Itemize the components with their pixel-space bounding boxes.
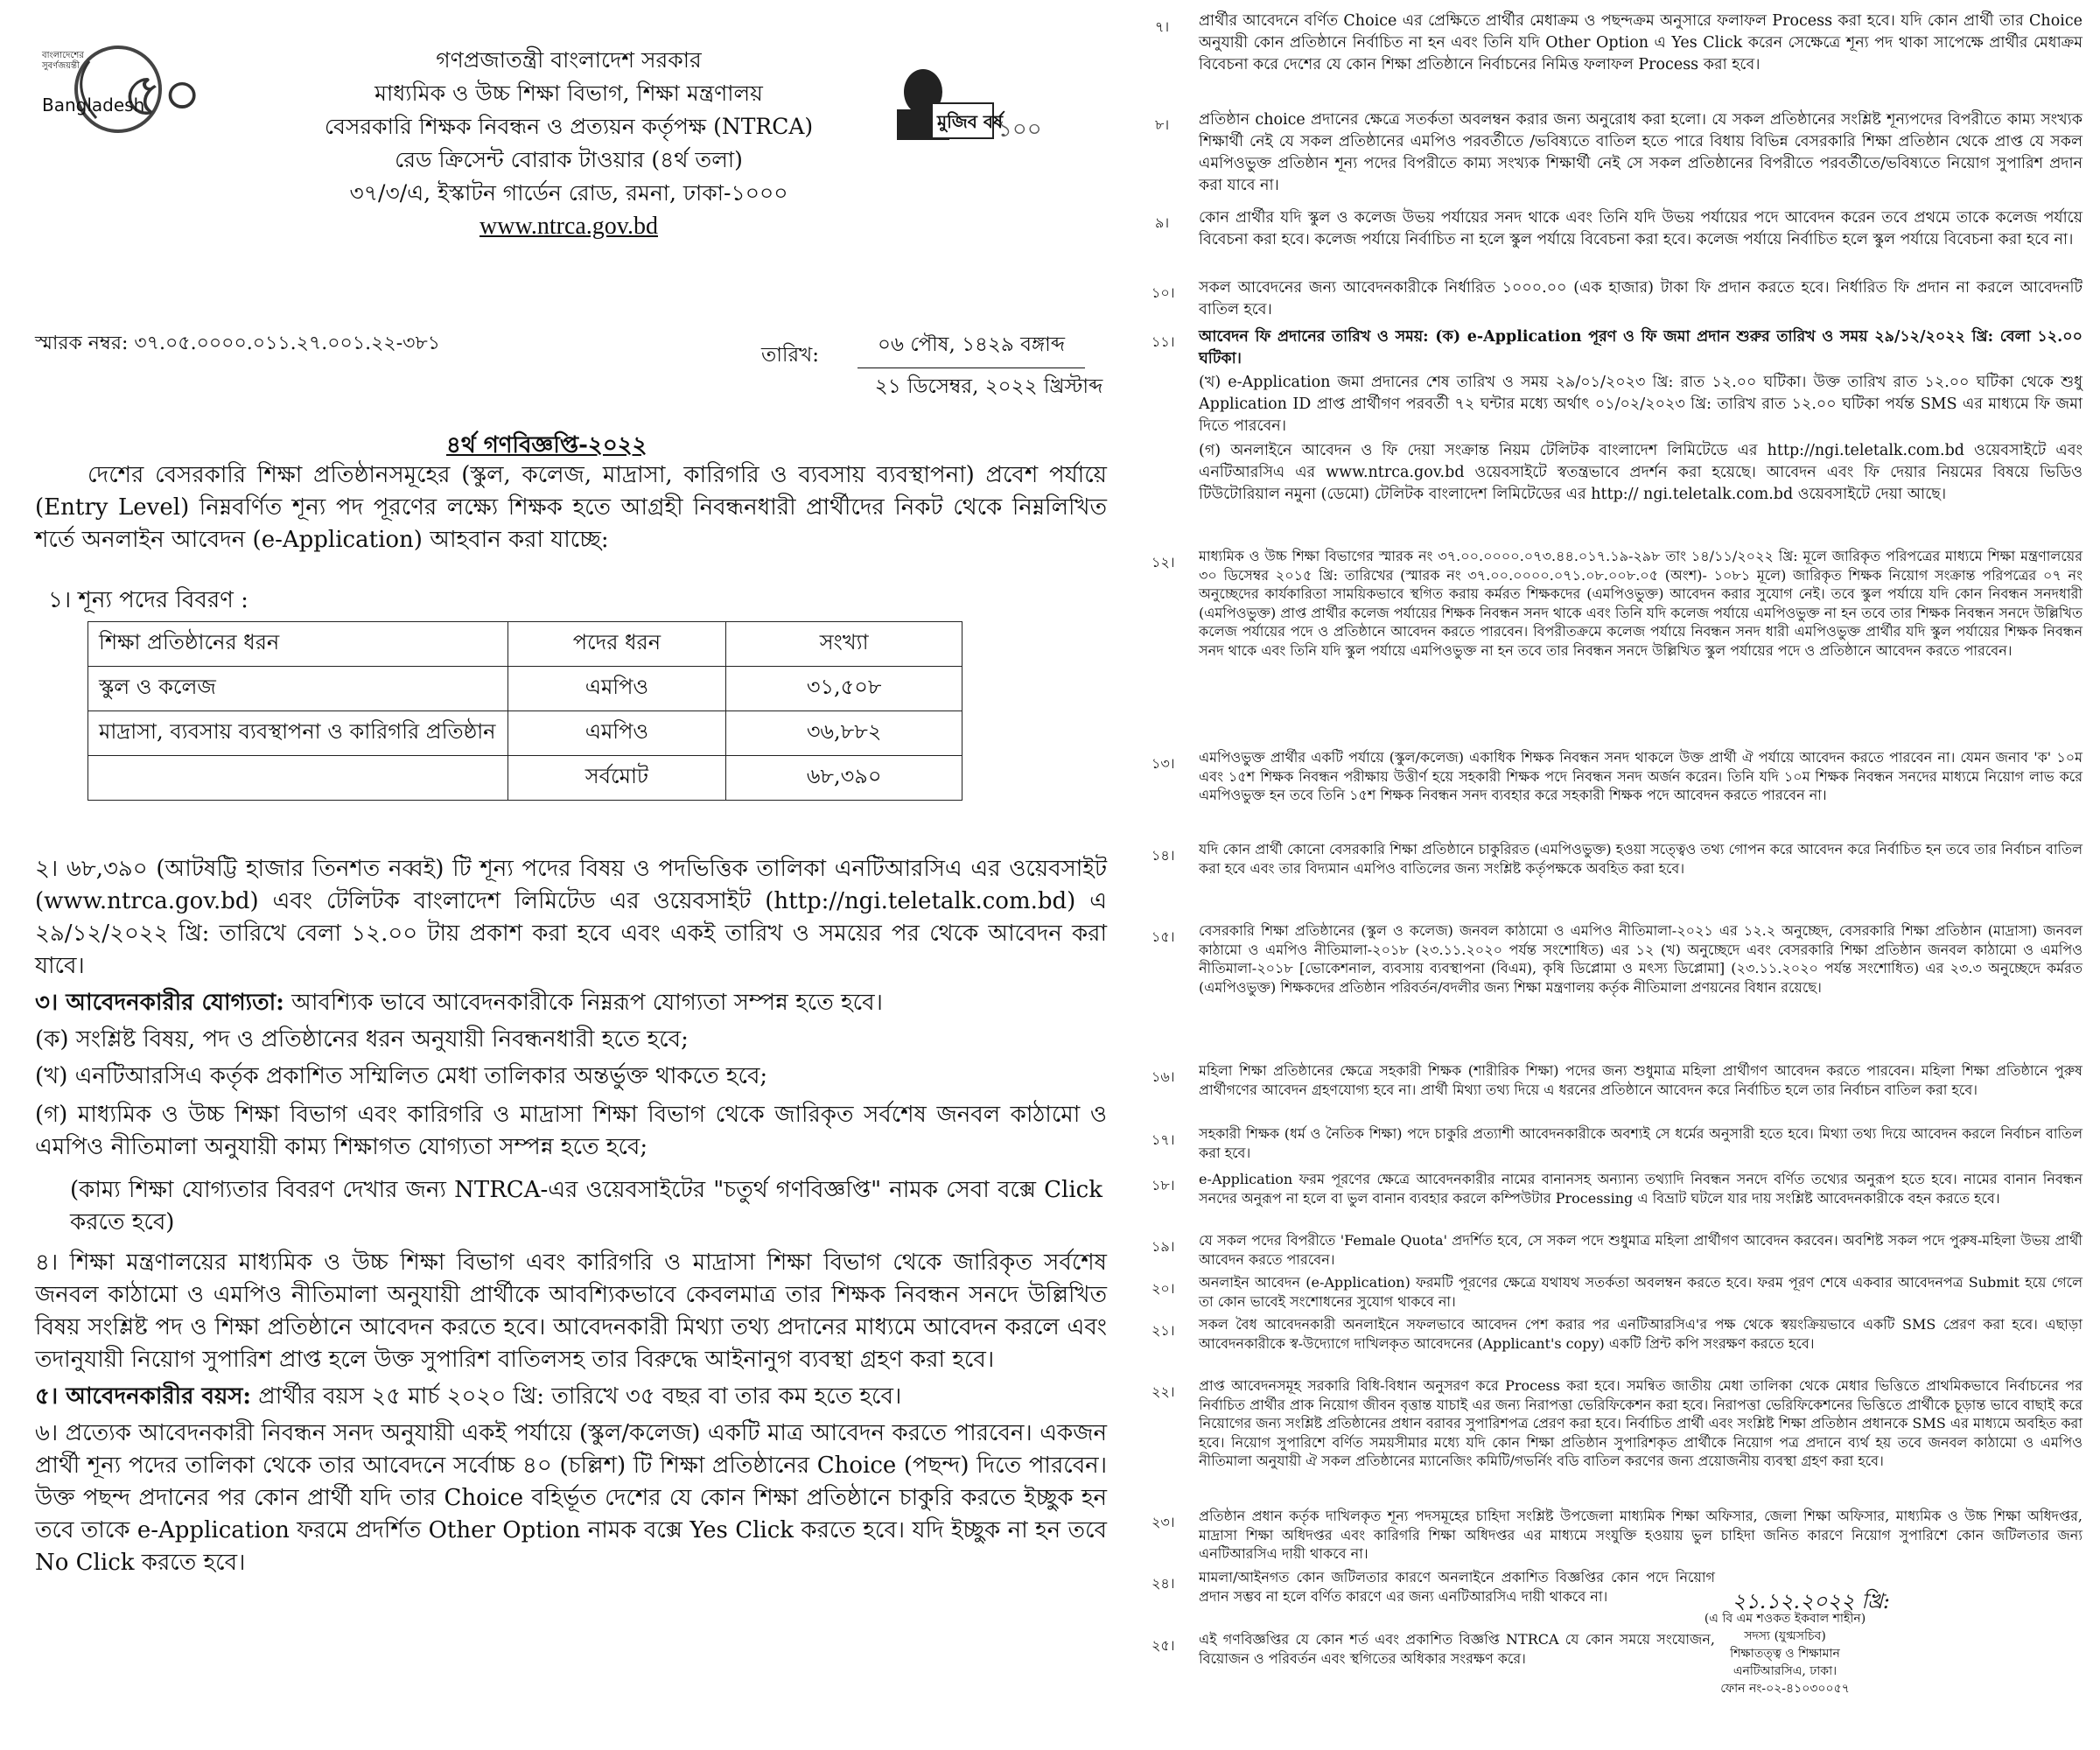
paragraph-3-heading: ৩। আবেদনকারীর যোগ্যতা: [35, 990, 284, 1016]
item-number: ১৫। [1152, 928, 1175, 945]
svg-text:১০০: ১০০ [998, 116, 1042, 143]
paragraph-3-text: আবশ্যিক ভাবে আবেদনকারীকে নিম্নরূপ যোগ্যতা সম্পন্ন হতে হবে। [291, 990, 883, 1016]
section-1-heading: ১। শূন্য পদের বিবরণ : [48, 587, 248, 613]
paragraph-3c: (গ) মাধ্যমিক ও উচ্চ শিক্ষা বিভাগ এবং কারিগরি ও মাদ্রাসা শিক্ষা বিভাগ থেকে জারিকৃত সর্বশেষ জনবল কাঠামো ও এমপিও নীতিমালা অনুযায়ী কাম্য শিক্ষাগত যোগ্যতা সম্পন্ন হতে হবে; [35, 1102, 1107, 1160]
table-cell: ৩৬,৮৮২ [726, 711, 962, 756]
item-number: ২১। [1152, 1322, 1175, 1339]
table-cell: মাদ্রাসা, ব্যবসায় ব্যবস্থাপনা ও কারিগরি প্রতিষ্ঠান [88, 711, 508, 756]
item-number: ১০। [1152, 284, 1175, 301]
table-header: শিক্ষা প্রতিষ্ঠানের ধরন [88, 622, 508, 667]
signatory-name: (এ বি এম শওকত ইকবাল শাহীন) [1704, 1612, 1866, 1626]
item-number: ১১। [1152, 333, 1175, 350]
item-number: ৮। [1155, 116, 1170, 133]
mujib-logo-text: মুজিব বর্ষ [937, 111, 1003, 132]
header-url[interactable]: www.ntrca.gov.bd [480, 213, 658, 240]
item-number: ২২। [1152, 1383, 1175, 1400]
intro-paragraph: দেশের বেসরকারি শিক্ষা প্রতিষ্ঠানসমূহের (স্কুল, কলেজ, মাদ্রাসা, কারিগরি ও ব্যবসায় ব্যবস্থাপনা) প্রবেশ পর্যায়ে (Entry Level) নিম্নবর্ণিত শূন্য পদ পূরণের লক্ষ্যে শিক্ষক হতে আগ্রহী নিবন্ধনধারী প্রার্থীদের নিকট থেকে নিম্নলিখিত শর্তে অনলাইন আবেদন (e-Application) আহবান করা যাচ্ছে: [35, 462, 1107, 553]
paragraph-2: ২। ৬৮,৩৯০ (আটষট্টি হাজার তিনশত নব্বই) টি শূন্য পদের বিষয় ও পদভিত্তিক তালিকা এনটিআরসিএ এর ওয়েবসাইট (www.ntrca.gov.bd) এবং টেলিটক বাংলাদেশ লিমিটেড এর ওয়েবসাইট (http://ngi.teletalk.com.bd) এ ২৯/১২/২০২২ খ্রি: তারিখে বেলা ১২.০০ টায় প্রকাশ করা হবে এবং একই তারিখ ও সময়ের পর থেকে আবেদন করা যাবে। [35, 856, 1107, 979]
right-page [1138, 0, 2100, 1750]
header-line-3: বেসরকারি শিক্ষক নিবন্ধন ও প্রত্যয়ন কর্তৃপক্ষ (NTRCA) [324, 114, 814, 139]
paragraph-16: মহিলা শিক্ষা প্রতিষ্ঠানের ক্ষেত্রে সহকারী শিক্ষক (শারীরিক শিক্ষা) পদের জন্য শুধুমাত্র মহিলা প্রার্থীগণ আবেদন করতে পারবেন। মহিলা শিক্ষা প্রতিষ্ঠানে পুরুষ প্রার্থীগণের আবেদন গ্রহণযোগ্য হবে না। প্রার্থী মিথ্যা তথ্য দিয়ে এ ধরনের প্রতিষ্ঠানে আবেদন করে নির্বাচিত হলে তার নির্বাচন বাতিল করা হবে। [1199, 1062, 2082, 1098]
item-number: ৯। [1155, 214, 1170, 231]
table-cell: স্কুল ও কলেজ [88, 667, 508, 711]
item-number: ১৮। [1152, 1177, 1175, 1194]
signatory-dept: শিক্ষাতত্ত্ব ও শিক্ষামান [1730, 1647, 1840, 1661]
date-label: তারিখ: [761, 344, 820, 367]
item-number: ১২। [1152, 554, 1175, 570]
item-number: ২০। [1152, 1280, 1175, 1297]
paragraph-10: সকল আবেদনের জন্য আবেদনকারীকে নির্ধারিত ১০০০.০০ (এক হাজার) টাকা ফি প্রদান করতে হবে। নির্ধারিত ফি প্রদান না করলে আবেদনটি বাতিল হবে। [1199, 279, 2082, 318]
paragraph-15: বেসরকারি শিক্ষা প্রতিষ্ঠানের (স্কুল ও কলেজ) জনবল কাঠামো ও এমপিও নীতিমালা-২০২১ এর ১২.২ অনুচ্ছেদ, বেসরকারি শিক্ষা প্রতিষ্ঠান (মাদ্রাসা) জনবল কাঠামো ও এমপিও নীতিমালা-২০১৮ (২৩.১১.২০২০ পর্যন্ত সংশোধিত) এর ১২ (খ) অনুচ্ছেদে এবং বেসরকারি শিক্ষা প্রতিষ্ঠান জনবল কাঠামো ও এমপিও নীতিমালা-২০১৮ [ভোকেশনাল, ব্যবসায় ব্যবস্থাপনা (বিএম), কৃষি ডিপ্লোমা ও মৎস্য ডিপ্লোমা] (২৩.১১.২০২০ পর্যন্ত সংশোধিত) এর ২৩.৩ অনুচ্ছেদে কর্মরত (এমপিওভুক্ত) শিক্ষকদের প্রতিষ্ঠান পরিবর্তন/বদলীর জন্য শিক্ষা মন্ত্রণালয় কর্তৃক নীতিমালা প্রণয়নের বিধান রয়েছে। [1199, 922, 2082, 996]
paragraph-24: মামলা/আইনগত কোন জটিলতার কারণে অনলাইনে প্রকাশিত বিজ্ঞপ্তির কোন পদে নিয়োগ প্রদান সম্ভব না হলে বর্ণিত কারণে এর জন্য এনটিআরসিএ দায়ী থাকবে না। [1199, 1569, 1715, 1605]
table-cell: এমপিও [508, 711, 726, 756]
paragraph-11: আবেদন ফি প্রদানের তারিখ ও সময়: (ক) e-Application পূরণ ও ফি জমা প্রদান শুরুর তারিখ ও সময় ২৯/১২/২০২২ খ্রি: বেলা ১২.০০ ঘটিকা। [1199, 328, 2082, 368]
paragraph-4: ৪। শিক্ষা মন্ত্রণালয়ের মাধ্যমিক ও উচ্চ শিক্ষা বিভাগ এবং কারিগরি ও মাদ্রাসা শিক্ষা বিভাগ থেকে জারিকৃত সর্বশেষ জনবল কাঠামো ও এমপিও নীতিমালা অনুযায়ী প্রার্থীকে আবশ্যিকভাবে কেবলমাত্র তার শিক্ষক নিবন্ধন সনদে উল্লিখিত বিষয় সংশ্লিষ্ট পদ ও শিক্ষা প্রতিষ্ঠানে আবেদন করতে হবে। আবেদনকারী মিথ্যা তথ্য প্রদানের মাধ্যমে আবেদন করলে এবং তদানুযায়ী নিয়োগ সুপারিশ প্রাপ্ত হলে উক্ত সুপারিশ বাতিলসহ তার বিরুদ্ধে আইনানুগ ব্যবস্থা গ্রহণ করা হবে। [35, 1250, 1107, 1373]
item-number: ২৩। [1152, 1514, 1175, 1530]
paragraph-17: সহকারী শিক্ষক (ধর্ম ও নৈতিক শিক্ষা) পদে চাকুরি প্রত্যাশী আবেদনকারীকে অবশ্যই সে ধর্মের অনুসারী হতে হবে। মিথ্যা তথ্য দিয়ে আবেদন করলে নির্বাচন বাতিল করা হবে। [1199, 1125, 2082, 1161]
paragraph-3a: (ক) সংশ্লিষ্ট বিষয়, পদ ও প্রতিষ্ঠানের ধরন অনুযায়ী নিবন্ধনধারী হতে হবে; [35, 1026, 689, 1053]
header-line-5: ৩৭/৩/এ, ইস্কাটন গার্ডেন রোড, রমনা, ঢাকা-১০০০ [349, 180, 788, 206]
svg-text:৫০: ৫০ [122, 59, 202, 130]
memo-number: স্মারক নম্বর: ৩৭.০৫.০০০০.০১১.২৭.০০১.২২-৩৮১ [35, 332, 441, 354]
signatory-phone: ফোন নং-০২-৪১০৩০০৫৭ [1720, 1682, 1850, 1696]
paragraph-3b: (খ) এনটিআরসিএ কর্তৃক প্রকাশিত সম্মিলিত মেধা তালিকার অন্তর্ভুক্ত থাকতে হবে; [35, 1063, 768, 1089]
table-row [88, 667, 962, 711]
item-number: ১৯। [1152, 1238, 1175, 1255]
paragraph-6: ৬। প্রত্যেক আবেদনকারী নিবন্ধন সনদ অনুযায়ী একই পর্যায়ে (স্কুল/কলেজ) একটি মাত্র আবেদন করতে পারবেন। একজন প্রার্থী শূন্য পদের তালিকা থেকে তার আবেদনে সর্বোচ্চ ৪০ (চল্লিশ) টি শিক্ষা প্রতিষ্ঠানের Choice (পছন্দ) দিতে পারবেন। উক্ত পছন্দ প্রদানের পর কোন প্রার্থী যদি তার Choice বহির্ভূত দেশের যে কোন শিক্ষা প্রতিষ্ঠানে চাকুরি করতে ইচ্ছুক হন তবে তাকে e-Application ফরমে প্রদর্শিত Other Option নামক বক্সে Yes Click করতে হবে। যদি ইচ্ছুক না হন তবে No Click করতে হবে। [35, 1420, 1107, 1576]
paragraph-11c: (গ) অনলাইনে আবেদন ও ফি দেয়া সংক্রান্ত নিয়ম টেলিটক বাংলাদেশ লিমিটেডে এর http://ngi.teletalk.com.bd ওয়েবসাইটে এবং এনটিআরসিএ এর www.ntrca.gov.bd ওয়েবসাইটে স্বতন্ত্রভাবে প্রদর্শন করা হয়েছে। আবেদন এবং ফি দেয়ার নিয়মের বিষয়ে ভিডিও টিউটোরিয়াল নমুনা (ডেমো) টেলিটক বাংলাদেশ লিমিটেডের এর http:// ngi.teletalk.com.bd ওয়েবসাইটে দেয়া আছে। [1199, 442, 2082, 503]
paragraph-8: প্রতিষ্ঠান choice প্রদানের ক্ষেত্রে সতর্কতা অবলম্বন করার জন্য অনুরোধ করা হলো। যে সকল প্রতিষ্ঠানের সংশ্লিষ্ট শূন্যপদের বিপরীতে কাম্য সংখ্যক শিক্ষার্থী নেই যে সকল প্রতিষ্ঠানের এমপিও পরবর্তীতে /ভবিষ্যতে বাতিল হতে পারে বিধায় বিভিন্ন বেসরকারি শিক্ষা প্রতিষ্ঠান থেকে প্রাপ্ত যে সকল এমপিওভুক্ত প্রতিষ্ঠান শূন্য পদের বিপরীতে কাম্য সংখ্যক শিক্ষার্থী নেই সে সকল প্রতিষ্ঠানের বিপরীতে পরবর্তীতে/ভবিষ্যতে নিয়োগ সুপারিশ প্রদান করা যাবে না। [1199, 111, 2082, 194]
item-number: ১৬। [1152, 1068, 1175, 1085]
table-header: পদের ধরন [508, 622, 726, 667]
table-cell: ৩১,৫০৮ [726, 667, 962, 711]
paragraph-11b: (খ) e-Application জমা প্রদানের শেষ তারিখ ও সময় ২৯/০১/২০২৩ খ্রি: রাত ১২.০০ ঘটিকা। উক্ত তারিখ রাত ১২.০০ ঘটিকা থেকে শুধু Application ID প্রাপ্ত প্রার্থীগণ পরবর্তী ৭২ ঘন্টার মধ্যে অর্থাৎ ০১/০২/২০২৩ খ্রি: তারিখ রাত ১২.০০ ঘটিকা পর্যন্ত SMS এর মাধ্যমে ফি জমা দিতে পারবেন। [1199, 374, 2082, 435]
logo-text: Bangladesh [42, 94, 145, 116]
item-number: ১৪। [1152, 847, 1175, 864]
table-total-value: ৬৮,৩৯০ [726, 756, 962, 801]
paragraph-7: প্রার্থীর আবেদনে বর্ণিত Choice এর প্রেক্ষিতে প্রার্থীর মেধাক্রম ও পছন্দক্রম অনুসারে ফলাফল Process করা হবে। যদি কোন প্রার্থী তার Choice অনুযায়ী কোন প্রতিষ্ঠানে নির্বাচিত না হন এবং তিনি যদি Other Option এ Yes Click করেন সেক্ষেত্রে শূন্য পদ থাকা সাপেক্ষে প্রার্থীর মেধাক্রম বিবেচনা করে দেশের যে কোন শিক্ষা প্রতিষ্ঠানে নির্বাচনের নিমিত্ত ফলাফল Process করা হবে। [1199, 12, 2082, 74]
date-english: ২১ ডিসেম্বর, ২০২২ খ্রিস্টাব্দ [874, 375, 1103, 398]
paragraph-5-heading: ৫। আবেদনকারীর বয়স: [35, 1383, 252, 1410]
item-number: ১৩। [1152, 755, 1175, 772]
paragraph-19: যে সকল পদের বিপরীতে 'Female Quota' প্রদর্শিত হবে, সে সকল পদে শুধুমাত্র মহিলা প্রার্থীগণ আবেদন করবেন। অবশিষ্ট সকল পদে পুরুষ-মহিলা উভয় প্রার্থী আবেদন করতে পারবেন। [1199, 1232, 2082, 1268]
item-number: ১৭। [1152, 1131, 1175, 1148]
signature-scribble: ২১.১২.২০২২ খ্রি: [1732, 1589, 1890, 1614]
table-total-label: সর্বমোট [508, 756, 726, 801]
paragraph-3-note: (কাম্য শিক্ষা যোগ্যতার বিবরণ দেখার জন্য NTRCA-এর ওয়েবসাইটের "চতুর্থ গণবিজ্ঞপ্তি" নামক সেবা বক্সে Click করতে হবে) [70, 1177, 1102, 1236]
paragraph-5 [35, 1381, 1107, 1413]
paragraph-20: অনলাইন আবেদন (e-Application) ফরমটি পূরণের ক্ষেত্রে যথাযথ সতর্কতা অবলম্বন করতে হবে। ফরম পূরণ শেষে একবার আবেদনপত্র Submit হয়ে গেলে তা কোন ভাবেই সংশোধনের সুযোগ থাকবে না। [1199, 1274, 2082, 1310]
paragraph-23: প্রতিষ্ঠান প্রধান কর্তৃক দাখিলকৃত শূন্য পদসমূহের চাহিদা সংশ্লিষ্ট উপজেলা মাধ্যমিক শিক্ষা অফিসার, জেলা শিক্ষা অফিসার, মাধ্যমিক ও উচ্চ শিক্ষা অধিদপ্তর, মাদ্রাসা শিক্ষা অধিদপ্তর এবং কারিগরি শিক্ষা অধিদপ্তর এর মাধ্যমে সংযুক্তি হওয়ায় ভুল চাহিদা জনিত কারণে নিয়োগ সুপারিশে কোন জটিলতার জন্য এনটিআরসিএ দায়ী থাকবে না। [1199, 1508, 2082, 1562]
paragraph-12: মাধ্যমিক ও উচ্চ শিক্ষা বিভাগের স্মারক নং ৩৭.০০.০০০০.০৭৩.৪৪.০১৭.১৯-২৯৮ তাং ১৪/১১/২০২২ খ্রি: মূলে জারিকৃত পরিপত্রের মাধ্যমে শিক্ষা মন্ত্রণালয়ের ৩০ ডিসেম্বর ২০১৫ খ্রি: তারিখের (স্মারক নং ৩৭.০০.০০০০.০৭১.০৮.০০৮.০৫ (অংশ)- ১০৮১ মূলে) জারিকৃত শিক্ষক নিয়োগ সংক্রান্ত পরিপত্রের ০৭ নং অনুচ্ছেদের কার্যকারিতা সাময়িকভাবে স্থগিত করায় কর্মরত শিক্ষকদের (এমপিওভুক্ত) আবেদন করার সুযোগ নেই। তবে স্কুল পর্যায়ে যদি কোন নিবন্ধন সনদধারী (এমপিওভুক্ত) প্রাপ্ত প্রার্থীর কলেজ পর্যায়ের শিক্ষক নিবন্ধন সনদ থাকে এবং তিনি যদি কলেজ পর্যায়ে এমপিওভুক্ত না হন তবে তার শিক্ষক নিবন্ধন সনদে উল্লিখিত কলেজ পর্যায়ের পদে ও প্রতিষ্ঠানে আবেদন করতে পারবেন। বিপরীতক্রমে কলেজ পর্যায়ে নিবন্ধন সনদ ধারী এমপিওভুক্ত প্রার্থীর যদি স্কুল পর্যায়ের শিক্ষক নিবন্ধন সনদ থাকে এবং তিনি যদি স্কুল পর্যায়ে এমপিওভুক্ত না হন তবে তার নিবন্ধন সনদে উল্লিখিত স্কুল পর্যায়ের পদে ও প্রতিষ্ঠানে আবেদন করতে পারবেন। [1199, 548, 2082, 659]
paragraph-18: e-Application ফরম পূরণের ক্ষেত্রে আবেদনকারীর নামের বানানসহ অন্যান্য তথ্যাদি নিবন্ধন সনদে বর্ণিত তথ্যের অনুরূপ হতে হবে। নামের বানান নিবন্ধন সনদের অনুরূপ না হলে বা ভুল বানান ব্যবহার করলে কম্পিউটার Processing এ বিভ্রাট ঘটলে যার দায় সংশ্লিষ্ট আবেদনকারীকে বহন করতে হবে। [1199, 1171, 2082, 1207]
header-line-1: গণপ্রজাতন্ত্রী বাংলাদেশ সরকার [436, 47, 702, 73]
notice-title: ৪র্থ গণবিজ্ঞপ্তি-২০২২ [446, 432, 648, 458]
paragraph-5-text: প্রার্থীর বয়স ২৫ মার্চ ২০২০ খ্রি: তারিখে ৩৫ বছর বা তার কম হতে হবে। [258, 1383, 902, 1410]
paragraph-22: প্রাপ্ত আবেদনসমূহ সরকারি বিধি-বিধান অনুসরণ করে Process করা হবে। সমন্বিত জাতীয় মেধা তালিকা থেকে মেধার ভিত্তিতে প্রাথমিকভাবে নির্বাচনের পর নির্বাচিত প্রার্থীর প্রাক নিয়োগ জীবন বৃত্তান্ত যাচাই এর জন্য নিরাপত্তা ভেরিফিকেশন করা হবে। নিরাপত্তা ভেরিফিকেশনের ভিত্তিতে প্রার্থীকে চূড়ান্ত ভাবে বাছাই করে নিয়োগের জন্য সংশ্লিষ্ট প্রতিষ্ঠানের প্রধান বরাবর সুপারিশপত্র প্রেরণ করা হবে। নির্বাচিত প্রার্থী এবং সংশ্লিষ্ট শিক্ষা প্রতিষ্ঠান প্রধানকে SMS এর মাধ্যমে অবহিত করা হবে। নিয়োগ সুপারিশে বর্ণিত সময়সীমার মধ্যে যদি কোন শিক্ষা প্রতিষ্ঠান সুপারিশকৃত প্রার্থীকে নিয়োগ পত্র প্রদানে ব্যর্থ হয় তবে জনবল কাঠামো ও এমপিও নীতিমালা অনুযায়ী ঐ সকল প্রতিষ্ঠানের ম্যানেজিং কমিটি/গভর্নিং বডি বাতিল করণের জন্য প্রয়োজনীয় ব্যবস্থা গ্রহণ করা হবে। [1199, 1377, 2082, 1469]
header-line-4: রেড ক্রিসেন্ট বোরাক টাওয়ার (৪র্থ তলা) [395, 147, 743, 172]
item-number: ৭। [1155, 18, 1170, 35]
paragraph-25: এই গণবিজ্ঞপ্তির যে কোন শর্ত এবং প্রকাশিত বিজ্ঞপ্তি NTRCA যে কোন সময়ে সংযোজন, বিয়োজন ও পরিবর্তন এবং স্থগিতের অধিকার সংরক্ষণ করে। [1199, 1631, 1715, 1667]
header-line-2: মাধ্যমিক ও উচ্চ শিক্ষা বিভাগ, শিক্ষা মন্ত্রণালয় [374, 80, 763, 106]
table-total-row [88, 756, 962, 801]
signatory-designation: সদস্য (যুগ্মসচিব) [1744, 1629, 1826, 1643]
signatory-org: এনটিআরসিএ, ঢাকা। [1732, 1664, 1838, 1678]
paragraph-9: কোন প্রার্থীর যদি স্কুল ও কলেজ উভয় পর্যায়ের সনদ থাকে এবং তিনি যদি উভয় পর্যায়ের পদে আবেদন করেন তবে প্রথমে তাকে কলেজ পর্যায়ে বিবেচনা করা হবে। কলেজ পর্যায়ে নির্বাচিত না হলে স্কুল পর্যায়ে বিবেচনা করা হবে। কলেজ পর্যায়ে নির্বাচিত হলে স্কুল পর্যায়ে বিবেচনা করা হবে না। [1199, 209, 2082, 248]
paragraph-3 [35, 987, 1107, 1019]
table-row [88, 711, 962, 756]
paragraph-14: যদি কোন প্রার্থী কোনো বেসরকারি শিক্ষা প্রতিষ্ঠানে চাকুরিরত (এমপিওভুক্ত) হওয়া সত্ত্বেও তথ্য গোপন করে আবেদন করে নির্বাচিত হন তবে তার নির্বাচন বাতিল করা হবে এবং তার বিদ্যমান এমপিও বাতিলের জন্য সংশ্লিষ্ট কর্তৃপক্ষকে অবহিত করা হবে। [1199, 841, 2082, 877]
item-number: ২৪। [1152, 1575, 1175, 1592]
item-number: ২৫। [1152, 1637, 1175, 1654]
signature-block [1671, 1589, 1899, 1698]
mujib-borsho-logo [871, 61, 1042, 143]
paragraph-21: সকল বৈধ আবেদনকারী অনলাইনে সফলভাবে আবেদন পেশ করার পর এনটিআরসিএ'র পক্ষ থেকে স্বয়ংক্রিয়ভাবে একটি SMS প্রেরণ করা হবে। এছাড়া আবেদনকারীকে স্ব-উদ্যোগে দাখিলকৃত আবেদনের (Applicant's copy) একটি প্রিন্ট কপি সংরক্ষণ করতে হবে। [1199, 1316, 2082, 1352]
header [262, 44, 875, 243]
table-header-row [88, 622, 962, 667]
table-cell: এমপিও [508, 667, 726, 711]
logo-tagline: বাংলাদেশের সুবর্ণজয়ন্তী [42, 51, 84, 71]
vacancy-table [88, 621, 962, 801]
paragraph-13: এমপিওভুক্ত প্রার্থীর একটি পর্যায়ে (স্কুল/কলেজ) একাধিক শিক্ষক নিবন্ধন সনদ থাকলে উক্ত প্রার্থী ঐ পর্যায়ে আবেদন করতে পারবেন না। যেমন জনাব 'ক' ১০ম এবং ১৫শ শিক্ষক নিবন্ধন পরীক্ষায় উত্তীর্ণ হয়ে সহকারী শিক্ষক পদে নিবন্ধন সনদ অর্জন করেন। তিনি যদি ১০ম শিক্ষক নিবন্ধন সনদের মাধ্যমে নিয়োগ লাভ করে এমপিওভুক্ত হন তবে তিনি ১৫শ শিক্ষক নিবন্ধন সনদ ব্যবহার করে সহকারী শিক্ষক পদে আবেদন করতে পারবেন না। [1199, 749, 2082, 803]
date-bangla: ০৬ পৌষ, ১৪২৯ বঙ্গাব্দ [858, 328, 1085, 368]
table-header: সংখ্যা [726, 622, 962, 667]
